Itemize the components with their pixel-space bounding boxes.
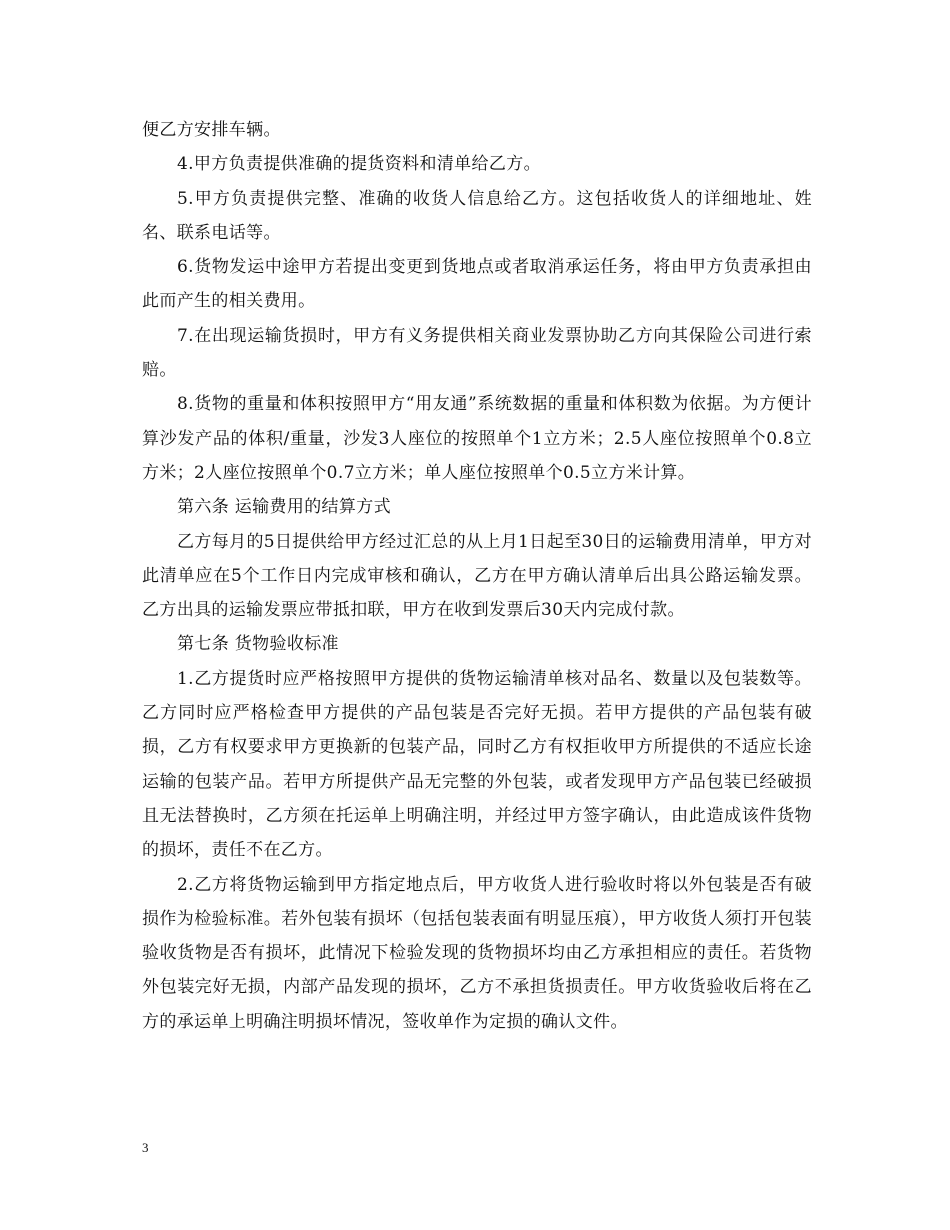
paragraph: 8.货物的重量和体积按照甲方“用友通”系统数据的重量和体积数为依据。为方便计算沙发产品的体积/重量，沙发3人座位的按照单个1立方米；2.5人座位按照单个0.8立方米；2人座位按照单个0.7立方米；单人座位按照单个0.5立方米计算。 [142, 394, 812, 483]
paragraph: 6.货物发运中途甲方若提出变更到货地点或者取消承运任务，将由甲方负责承担由此而产生的相关费用。 [142, 257, 812, 312]
paragraph: 乙方每月的5日提供给甲方经过汇总的从上月1日起至30日的运输费用清单，甲方对此清单应在5个工作日内完成审核和确认，乙方在甲方确认清单后出具公路运输发票。乙方出具的运输发票应带抵扣联，甲方在收到发票后30天内完成付款。 [142, 531, 812, 621]
document-body [142, 113, 812, 1039]
paragraph: 1.乙方提货时应严格按照甲方提供的货物运输清单核对品名、数量以及包装数等。乙方同时应严格检查甲方提供的产品包装是否完好无损。若甲方提供的产品包装有破损，乙方有权要求甲方更换新的包装产品，同时乙方有权拒收甲方所提供的不适应长途运输的包装产品。若甲方所提供产品无完整的外包装，或者发现甲方产品包装已经破损且无法替换时，乙方须在托运单上明确注明，并经过甲方签字确认，由此造成该件货物的损坏，责任不在乙方。 [142, 668, 812, 861]
paragraph: 7.在出现运输货损时，甲方有义务提供相关商业发票协助乙方向其保险公司进行索赔。 [142, 325, 812, 381]
paragraph: 4.甲方负责提供准确的提货资料和清单给乙方。 [177, 154, 541, 175]
section-heading: 第六条 运输费用的结算方式 [177, 497, 391, 518]
paragraph: 5.甲方负责提供完整、准确的收货人信息给乙方。这包括收货人的详细地址、姓名、联系电话等。 [142, 188, 812, 243]
paragraph: 2.乙方将货物运输到甲方指定地点后，甲方收货人进行验收时将以外包装是否有破损作为检验标准。若外包装有损坏（包括包装表面有明显压痕），甲方收货人须打开包装验收货物是否有损坏，此情况下检验发现的货物损坏均由乙方承担相应的责任。若货物外包装完好无损，内部产品发现的损坏，乙方不承担货损责任。甲方收货验收后将在乙方的承运单上明确注明损坏情况，签收单作为定损的确认文件。 [142, 874, 812, 1032]
page-number: 3 [142, 1140, 149, 1155]
paragraph: 便乙方安排车辆。 [142, 120, 281, 140]
section-heading: 第七条 货物验收标准 [177, 634, 339, 655]
